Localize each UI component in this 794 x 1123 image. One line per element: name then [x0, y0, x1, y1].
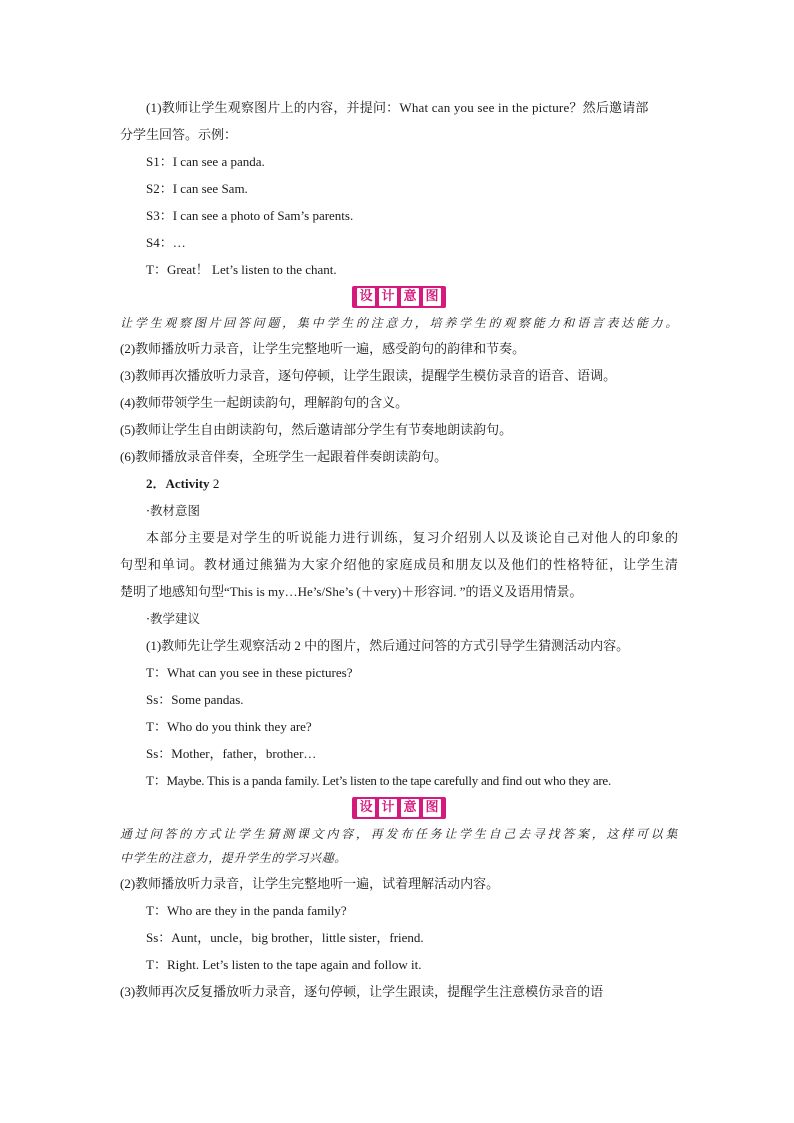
design-intent-badge: [352, 286, 446, 308]
dialog-line: Ss：Aunt，uncle，big brother，little sister，friend.: [146, 930, 424, 945]
intent-paragraph-line: 楚明了地感知句型“This is my…He’s/She’s (＋very)＋形容词. ”的语义及语用情景。: [120, 584, 583, 599]
dialog-line: Ss：Some pandas.: [146, 692, 244, 707]
design-intent-note-line: 中学生的注意力，提升学生的学习兴趣。: [120, 851, 347, 865]
dialog-line: S3：I can see a photo of Sam’s parents.: [146, 208, 354, 223]
badge-char: 图: [423, 288, 441, 306]
badge-char: 计: [379, 799, 397, 817]
subheading-advice: ·教学建议: [146, 611, 200, 626]
dialog-line: T：Who do you think they are?: [146, 719, 312, 734]
paragraph-step: (3)教师再次反复播放听力录音，逐句停顿，让学生跟读，提醒学生注意模仿录音的语: [120, 984, 604, 999]
dialog-line: S1：I can see a panda.: [146, 154, 265, 169]
paragraph-step-1: (1)教师让学生观察图片上的内容，并提问：What can you see in the picture？然后邀请部: [146, 100, 649, 115]
section-heading-number: 2．: [146, 476, 166, 491]
dialog-line: T：Maybe. This is a panda family. Let’s listen to the tape carefully and find out who they are.: [146, 773, 611, 788]
design-intent-note: 让学生观察图片回答问题，集中学生的注意力，培养学生的观察能力和语言表达能力。: [120, 316, 678, 330]
dialog-line: Ss：Mother，father，brother…: [146, 746, 317, 761]
badge-char: 意: [401, 288, 419, 306]
section-heading: [120, 470, 678, 497]
paragraph-step: (4)教师带领学生一起朗读韵句，理解韵句的含义。: [120, 395, 409, 410]
dialog-line: T：Right. Let’s listen to the tape again and follow it.: [146, 957, 422, 972]
dialog-line: S2：I can see Sam.: [146, 181, 248, 196]
paragraph-step: (2)教师播放听力录音，让学生完整地听一遍，试着理解活动内容。: [120, 876, 500, 891]
intent-paragraph-line: 句型和单词。教材通过熊猫为大家介绍他的家庭成员和朋友以及他们的性格特征，让学生清: [120, 557, 678, 572]
subheading-intent: ·教材意图: [146, 503, 200, 518]
badge-char: 计: [379, 288, 397, 306]
document-content: [120, 94, 678, 1005]
paragraph-step: (5)教师让学生自由朗读韵句，然后邀请部分学生有节奏地朗读韵句。: [120, 422, 513, 437]
dialog-line: T：Who are they in the panda family?: [146, 903, 347, 918]
paragraph-step: (6)教师播放录音伴奏，全班学生一起跟着伴奏朗读韵句。: [120, 449, 448, 464]
paragraph-step: (3)教师再次播放听力录音，逐句停顿，让学生跟读，提醒学生模仿录音的语音、语调。: [120, 368, 617, 383]
dialog-line: S4：…: [146, 235, 186, 250]
dialog-line: T：What can you see in these pictures?: [146, 665, 353, 680]
intent-paragraph-line: 本部分主要是对学生的听说能力进行训练，复习介绍别人以及谈论自己对他人的印象的: [146, 530, 678, 545]
design-intent-badge-row: [120, 796, 678, 820]
badge-char: 设: [357, 288, 375, 306]
design-intent-note-line: 通过问答的方式让学生猜测课文内容，再发布任务让学生自己去寻找答案，这样可以集: [120, 827, 678, 841]
badge-char: 意: [401, 799, 419, 817]
badge-char: 图: [423, 799, 441, 817]
paragraph-step: (1)教师先让学生观察活动 2 中的图片，然后通过问答的方式引导学生猜测活动内容。: [146, 638, 630, 653]
paragraph-step-1-cont: 分学生回答。示例：: [120, 127, 238, 142]
section-heading-suffix: 2: [209, 476, 220, 491]
design-intent-badge: [352, 797, 446, 819]
dialog-line: T：Great！ Let’s listen to the chant.: [146, 262, 337, 277]
design-intent-badge-row: [120, 285, 678, 309]
paragraph-step: (2)教师播放听力录音，让学生完整地听一遍，感受韵句的韵律和节奏。: [120, 341, 526, 356]
badge-char: 设: [357, 799, 375, 817]
section-heading-title: Activity: [165, 476, 210, 491]
